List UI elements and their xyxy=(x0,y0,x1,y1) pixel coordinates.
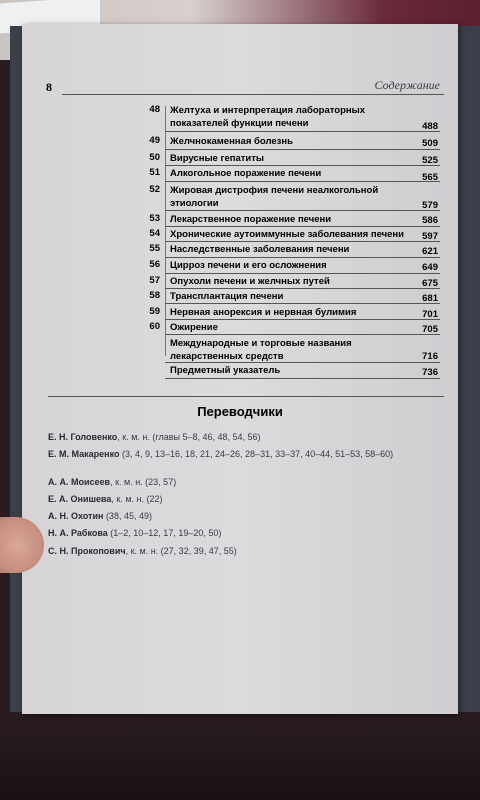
toc-rule xyxy=(165,241,440,242)
translator-chapters: , к. м. н. (главы 5–8, 46, 48, 54, 56) xyxy=(117,432,261,442)
translator-chapters: (38, 45, 49) xyxy=(103,511,152,521)
translator-entry xyxy=(48,493,438,505)
toc-page-number: 509 xyxy=(422,138,438,149)
toc-page-number: 621 xyxy=(422,246,438,257)
toc-page-number: 565 xyxy=(422,172,438,183)
page-number: 8 xyxy=(46,80,52,94)
toc-rule xyxy=(165,181,440,182)
toc-chapter-number: 54 xyxy=(149,228,160,239)
translators-heading: Переводчики xyxy=(197,404,283,419)
toc-rule xyxy=(165,210,440,211)
background-bottom xyxy=(0,712,480,800)
toc-rule xyxy=(165,288,440,289)
toc-rule xyxy=(165,165,440,166)
toc-chapter-number: 52 xyxy=(149,184,160,195)
translator-entry xyxy=(48,448,438,460)
toc-chapter-number: 53 xyxy=(149,213,160,224)
translator-name: Е. Н. Головенко xyxy=(48,432,118,442)
toc-chapter-number: 57 xyxy=(149,275,160,286)
translator-entry xyxy=(48,545,438,557)
toc-rule xyxy=(165,319,440,320)
toc-page-number: 675 xyxy=(422,278,438,289)
toc-chapter-title: Опухоли печени и желчных путей xyxy=(170,276,330,287)
toc-chapter-number: 56 xyxy=(149,259,160,270)
translator-entry xyxy=(48,510,438,522)
translator-name: А. Н. Охотин xyxy=(48,511,104,521)
translator-chapters: , к. м. н. (22) xyxy=(111,494,163,504)
toc-chapter-number: 48 xyxy=(149,104,160,115)
running-head: Содержание xyxy=(374,78,440,92)
toc-chapter-title: Хронические аутоиммунные заболевания печени xyxy=(170,229,405,240)
toc-chapter-title: Желчнокаменная болезнь xyxy=(170,136,293,147)
toc-rule xyxy=(165,149,440,150)
translator-chapters: , к. м. н. (27, 32, 39, 47, 55) xyxy=(125,546,237,556)
toc-page-number: 597 xyxy=(422,231,438,242)
toc-rule xyxy=(165,378,440,379)
toc-page-number: 716 xyxy=(422,351,438,362)
toc-chapter-title: Вирусные гепатиты xyxy=(170,153,265,164)
toc-rule xyxy=(165,226,440,227)
toc-chapter-number: 59 xyxy=(149,306,160,317)
toc-chapter-title: Желтуха и интерпретация лабораторных показателей функции печени xyxy=(170,105,366,129)
translator-entry xyxy=(48,431,438,443)
toc-chapter-title: Ожирение xyxy=(170,322,218,333)
translator-name: А. А. Моисеев xyxy=(48,477,111,487)
translator-entry xyxy=(48,527,438,539)
toc-chapter-title: Наследственные заболевания печени xyxy=(170,244,350,255)
toc-rule xyxy=(165,334,440,335)
toc-rule xyxy=(165,273,440,274)
toc-chapter-title: Нервная анорексия и нервная булимия xyxy=(170,307,357,318)
translator-chapters: , к. м. н. (23, 57) xyxy=(110,477,177,487)
toc-chapter-title: Лекарственное поражение печени xyxy=(170,214,332,225)
translator-name: Н. А. Рабкова xyxy=(48,528,108,538)
toc-chapter-title: Цирроз печени и его осложнения xyxy=(170,260,327,271)
toc-page-number: 488 xyxy=(422,121,438,132)
toc-chapter-number: 60 xyxy=(149,321,160,332)
toc-chapter-title: Трансплантация печени xyxy=(170,291,284,302)
toc-page-number: 586 xyxy=(422,215,438,226)
toc-rule xyxy=(165,303,440,304)
toc-appendix-title: Международные и торговые названия лекарственных средств xyxy=(170,338,352,362)
section-rule xyxy=(48,396,444,397)
toc-rule xyxy=(165,131,440,132)
toc-page-number: 736 xyxy=(422,367,438,378)
toc-page-number: 681 xyxy=(422,293,438,304)
translator-name: С. Н. Прокопович xyxy=(48,546,126,556)
translator-name: Е. М. Макаренко xyxy=(48,449,120,459)
toc-rule xyxy=(165,257,440,258)
toc-chapter-number: 51 xyxy=(149,167,160,178)
toc-chapter-number: 50 xyxy=(149,152,160,163)
toc-rule xyxy=(165,362,440,363)
toc-page-number: 579 xyxy=(422,200,438,211)
toc-chapter-number: 58 xyxy=(149,290,160,301)
toc-chapter-title: Алкогольное поражение печени xyxy=(170,168,322,179)
toc-page-number: 701 xyxy=(422,309,438,320)
header-rule xyxy=(62,94,444,95)
toc-index-title: Предметный указатель xyxy=(170,365,281,376)
toc-chapter-number: 55 xyxy=(149,243,160,254)
toc-page-number: 525 xyxy=(422,155,438,166)
toc-chapter-number: 49 xyxy=(149,135,160,146)
translator-name: Е. А. Онишева xyxy=(48,494,112,504)
toc-page-number: 705 xyxy=(422,324,438,335)
toc-page-number: 649 xyxy=(422,262,438,273)
toc-chapter-title: Жировая дистрофия печени неалкогольной этиологии xyxy=(170,185,379,209)
translator-entry xyxy=(48,476,438,488)
translator-chapters: (1–2, 10–12, 17, 19–20, 50) xyxy=(107,528,222,538)
translator-chapters: (3, 4, 9, 13–16, 18, 21, 24–26, 28–31, 33–37, 40–44, 51–53, 58–60) xyxy=(119,449,394,459)
